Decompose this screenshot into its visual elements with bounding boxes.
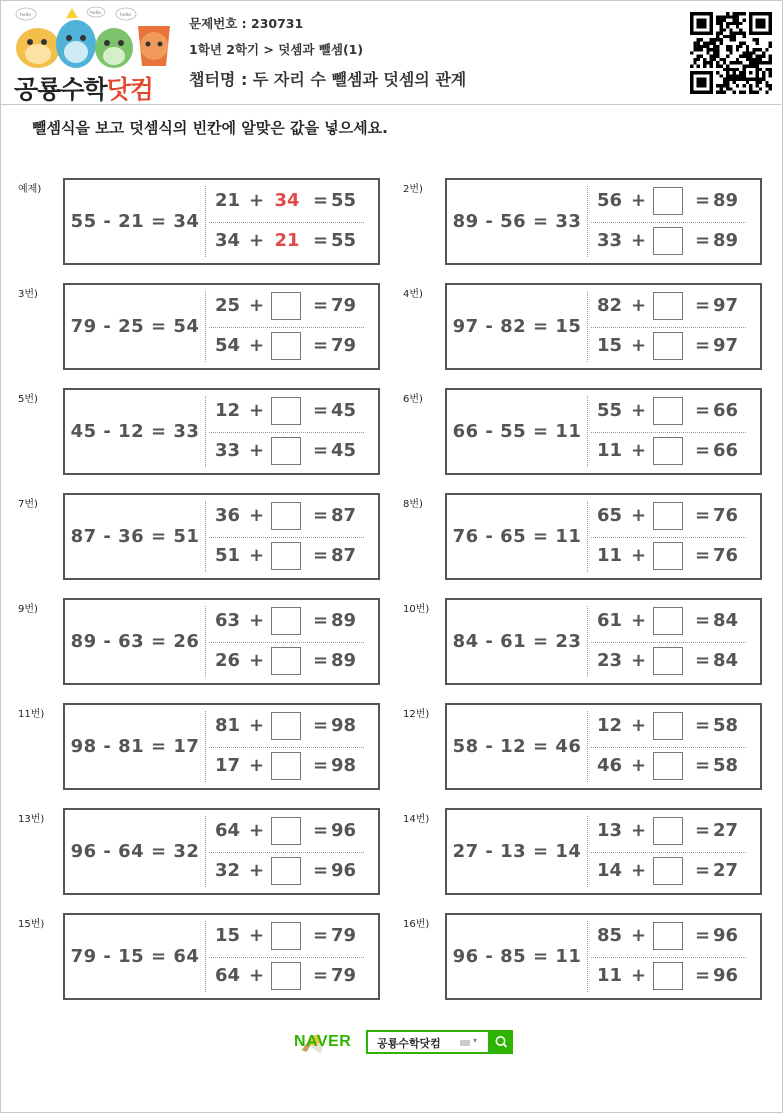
sum: 79 (331, 295, 357, 316)
plus-sign: + (249, 820, 265, 841)
search-button[interactable] (490, 1030, 513, 1054)
horizontal-divider (209, 957, 364, 958)
horizontal-divider (591, 957, 746, 958)
addend: 17 (215, 755, 241, 776)
subtraction-equation: 58 - 12 = 46 (452, 736, 582, 757)
plus-sign: + (249, 335, 265, 356)
problem-label: 12번) (403, 709, 430, 720)
vertical-divider (205, 501, 206, 572)
vertical-divider (205, 186, 206, 257)
plus-sign: + (631, 400, 647, 421)
equals-sign: = (313, 190, 329, 211)
addend: 85 (597, 925, 623, 946)
equals-sign: = (695, 755, 711, 776)
equals-sign: = (313, 755, 329, 776)
addend: 12 (597, 715, 623, 736)
plus-sign: + (249, 400, 265, 421)
sum: 55 (331, 190, 357, 211)
vertical-divider (205, 291, 206, 362)
vertical-divider (205, 921, 206, 992)
answer-blank-input[interactable] (653, 752, 683, 780)
problem-card (445, 493, 762, 580)
plus-sign: + (631, 715, 647, 736)
equals-sign: = (695, 440, 711, 461)
horizontal-divider (591, 222, 746, 223)
naver-wordmark: NAVER (294, 1033, 352, 1050)
equals-sign: = (695, 715, 711, 736)
addend: 32 (215, 860, 241, 881)
vertical-divider (587, 396, 588, 467)
sum: 97 (713, 295, 739, 316)
sum: 45 (331, 400, 357, 421)
plus-sign: + (249, 440, 265, 461)
sum: 97 (713, 335, 739, 356)
vertical-divider (205, 816, 206, 887)
plus-sign: + (631, 650, 647, 671)
addend: 55 (597, 400, 623, 421)
brand-name (14, 70, 153, 106)
equals-sign: = (313, 820, 329, 841)
sum: 76 (713, 505, 739, 526)
subtraction-equation: 96 - 85 = 11 (452, 946, 582, 967)
equals-sign: = (695, 335, 711, 356)
plus-sign: + (631, 965, 647, 986)
sum: 96 (713, 925, 739, 946)
sum: 45 (331, 440, 357, 461)
horizontal-divider (209, 852, 364, 853)
vertical-divider (587, 291, 588, 362)
equals-sign: = (695, 860, 711, 881)
problem-label: 11번) (18, 709, 45, 720)
answer-blank-input[interactable] (271, 962, 301, 990)
sum: 79 (331, 925, 357, 946)
subtraction-equation: 97 - 82 = 15 (452, 316, 582, 337)
problem-card (63, 598, 380, 685)
equals-sign: = (313, 295, 329, 316)
problem-card (63, 808, 380, 895)
answer-blank-input[interactable] (653, 292, 683, 320)
answer-blank-input[interactable] (271, 817, 301, 845)
answer-blank-input[interactable] (653, 502, 683, 530)
addend: 36 (215, 505, 241, 526)
vertical-divider (205, 711, 206, 782)
plus-sign: + (631, 545, 647, 566)
equals-sign: = (313, 335, 329, 356)
problem-label: 예제) (18, 184, 42, 195)
problem-label: 4번) (403, 289, 423, 300)
addend: 82 (597, 295, 623, 316)
chevron-down-icon[interactable]: ▾ (473, 1036, 478, 1045)
answer-blank-input[interactable] (271, 437, 301, 465)
bubble-text: hello (120, 13, 131, 18)
equals-sign: = (313, 400, 329, 421)
problem-label: 13번) (18, 814, 45, 825)
vertical-divider (205, 606, 206, 677)
addend: 64 (215, 820, 241, 841)
subtraction-equation: 45 - 12 = 33 (70, 421, 200, 442)
brand-name-main: 공룡수학 (14, 75, 107, 104)
subtraction-equation: 84 - 61 = 23 (452, 631, 582, 652)
plus-sign: + (249, 755, 265, 776)
addend: 12 (215, 400, 241, 421)
answer-value: 21 (274, 230, 300, 251)
equals-sign: = (695, 650, 711, 671)
plus-sign: + (631, 820, 647, 841)
subtraction-equation: 79 - 15 = 64 (70, 946, 200, 967)
sum: 27 (713, 820, 739, 841)
vertical-divider (587, 921, 588, 992)
plus-sign: + (631, 295, 647, 316)
answer-blank-input[interactable] (271, 332, 301, 360)
logo (10, 6, 175, 104)
answer-blank-input[interactable] (653, 332, 683, 360)
answer-blank-input[interactable] (653, 607, 683, 635)
sum: 98 (331, 715, 357, 736)
answer-blank-input[interactable] (653, 922, 683, 950)
sum: 76 (713, 545, 739, 566)
plus-sign: + (631, 230, 647, 251)
plus-sign: + (249, 860, 265, 881)
horizontal-divider (209, 537, 364, 538)
answer-blank-input[interactable] (271, 502, 301, 530)
addend: 26 (215, 650, 241, 671)
plus-sign: + (249, 650, 265, 671)
answer-blank-input[interactable] (271, 292, 301, 320)
plus-sign: + (249, 965, 265, 986)
answer-blank-input[interactable] (653, 542, 683, 570)
sum: 66 (713, 400, 739, 421)
problem-card (63, 283, 380, 370)
addend: 34 (215, 230, 241, 251)
subtraction-equation: 79 - 25 = 54 (70, 316, 200, 337)
plus-sign: + (249, 505, 265, 526)
answer-blank-input[interactable] (653, 712, 683, 740)
horizontal-divider (591, 327, 746, 328)
vertical-divider (587, 606, 588, 677)
addend: 65 (597, 505, 623, 526)
plus-sign: + (631, 755, 647, 776)
problem-card (445, 388, 762, 475)
plus-sign: + (631, 925, 647, 946)
vertical-divider (205, 396, 206, 467)
sum: 66 (713, 440, 739, 461)
answer-blank-input[interactable] (653, 857, 683, 885)
equals-sign: = (313, 650, 329, 671)
chapter-title: 챕터명 : 두 자리 수 뺄셈과 덧셈의 관계 (189, 70, 467, 89)
horizontal-divider (209, 222, 364, 223)
sum: 89 (331, 610, 357, 631)
problem-label: 5번) (18, 394, 38, 405)
sum: 96 (331, 860, 357, 881)
problem-card (445, 703, 762, 790)
dinosaur-mascots-image (10, 6, 175, 72)
sum: 58 (713, 755, 739, 776)
answer-blank-input[interactable] (271, 712, 301, 740)
search-input[interactable] (366, 1030, 490, 1054)
bubble-text: hello (90, 11, 101, 16)
addend: 15 (215, 925, 241, 946)
addend: 15 (597, 335, 623, 356)
problem-label: 8번) (403, 499, 423, 510)
sum: 79 (331, 965, 357, 986)
horizontal-divider (591, 642, 746, 643)
sum: 84 (713, 610, 739, 631)
subtraction-equation: 87 - 36 = 51 (70, 526, 200, 547)
equals-sign: = (695, 820, 711, 841)
vertical-divider (587, 816, 588, 887)
problem-label: 2번) (403, 184, 423, 195)
plus-sign: + (631, 190, 647, 211)
problem-card (445, 178, 762, 265)
problem-label: 3번) (18, 289, 38, 300)
equals-sign: = (695, 925, 711, 946)
plus-sign: + (249, 545, 265, 566)
equals-sign: = (695, 190, 711, 211)
addend: 54 (215, 335, 241, 356)
search-icon (490, 1030, 513, 1054)
problem-label: 7번) (18, 499, 38, 510)
answer-blank-input[interactable] (271, 922, 301, 950)
answer-blank-input[interactable] (653, 817, 683, 845)
sum: 89 (713, 230, 739, 251)
problem-card (445, 283, 762, 370)
plus-sign: + (631, 505, 647, 526)
sum: 58 (713, 715, 739, 736)
answer-blank-input[interactable] (653, 187, 683, 215)
sum: 96 (331, 820, 357, 841)
plus-sign: + (249, 715, 265, 736)
equals-sign: = (313, 965, 329, 986)
equals-sign: = (695, 610, 711, 631)
answer-blank-input[interactable] (653, 962, 683, 990)
sum: 87 (331, 545, 357, 566)
problem-card (445, 913, 762, 1000)
addend: 64 (215, 965, 241, 986)
problem-label: 9번) (18, 604, 38, 615)
horizontal-divider (209, 327, 364, 328)
plus-sign: + (249, 925, 265, 946)
equals-sign: = (313, 860, 329, 881)
addend: 33 (215, 440, 241, 461)
addend: 23 (597, 650, 623, 671)
horizontal-divider (591, 537, 746, 538)
horizontal-divider (591, 747, 746, 748)
equals-sign: = (695, 545, 711, 566)
problem-card (63, 493, 380, 580)
qr-code-image[interactable] (690, 12, 772, 94)
plus-sign: + (631, 860, 647, 881)
sum: 98 (331, 755, 357, 776)
sum: 84 (713, 650, 739, 671)
bubble-text: hello (20, 13, 31, 18)
addend: 11 (597, 965, 623, 986)
problem-number: 문제번호 : 230731 (189, 16, 304, 31)
answer-blank-input[interactable] (271, 647, 301, 675)
answer-blank-input[interactable] (653, 647, 683, 675)
search-input-value: 공룡수학닷컴 (377, 1037, 441, 1050)
answer-blank-input[interactable] (653, 227, 683, 255)
sum: 89 (713, 190, 739, 211)
plus-sign: + (249, 190, 265, 211)
vertical-divider (587, 186, 588, 257)
problem-label: 6번) (403, 394, 423, 405)
instruction-text: 뺄셈식을 보고 덧셈식의 빈칸에 알맞은 값을 넣으세요. (32, 119, 388, 137)
addend: 33 (597, 230, 623, 251)
subtraction-equation: 76 - 65 = 11 (452, 526, 582, 547)
answer-blank-input[interactable] (653, 437, 683, 465)
equals-sign: = (695, 965, 711, 986)
equals-sign: = (313, 545, 329, 566)
subtraction-equation: 89 - 56 = 33 (452, 211, 582, 232)
horizontal-divider (209, 432, 364, 433)
problem-label: 10번) (403, 604, 430, 615)
addend: 14 (597, 860, 623, 881)
plus-sign: + (631, 335, 647, 356)
equals-sign: = (313, 230, 329, 251)
addend: 56 (597, 190, 623, 211)
sum: 96 (713, 965, 739, 986)
horizontal-divider (591, 852, 746, 853)
answer-value: 34 (274, 190, 300, 211)
answer-blank-input[interactable] (271, 542, 301, 570)
subtraction-equation: 55 - 21 = 34 (70, 211, 200, 232)
problem-card (445, 598, 762, 685)
equals-sign: = (313, 440, 329, 461)
brand-name-accent: 닷컴 (106, 75, 153, 104)
problem-card (63, 388, 380, 475)
sum: 87 (331, 505, 357, 526)
problem-card (63, 913, 380, 1000)
equals-sign: = (695, 295, 711, 316)
answer-blank-input[interactable] (271, 857, 301, 885)
addend: 11 (597, 440, 623, 461)
equals-sign: = (695, 230, 711, 251)
problem-label: 15번) (18, 919, 45, 930)
equals-sign: = (313, 610, 329, 631)
addend: 46 (597, 755, 623, 776)
problem-card (445, 808, 762, 895)
addend: 21 (215, 190, 241, 211)
sum: 55 (331, 230, 357, 251)
answer-blank-input[interactable] (271, 752, 301, 780)
subtraction-equation: 66 - 55 = 11 (452, 421, 582, 442)
sum: 89 (331, 650, 357, 671)
answer-blank-input[interactable] (271, 607, 301, 635)
problem-card (63, 703, 380, 790)
problem-label: 14번) (403, 814, 430, 825)
problem-label: 16번) (403, 919, 430, 930)
plus-sign: + (631, 610, 647, 631)
addend: 25 (215, 295, 241, 316)
horizontal-divider (591, 432, 746, 433)
plus-sign: + (249, 610, 265, 631)
subtraction-equation: 96 - 64 = 32 (70, 841, 200, 862)
horizontal-divider (209, 642, 364, 643)
equals-sign: = (313, 925, 329, 946)
addend: 11 (597, 545, 623, 566)
equals-sign: = (695, 400, 711, 421)
sum: 79 (331, 335, 357, 356)
sum: 27 (713, 860, 739, 881)
problem-card (63, 178, 380, 265)
addend: 13 (597, 820, 623, 841)
subtraction-equation: 98 - 81 = 17 (70, 736, 200, 757)
addend: 61 (597, 610, 623, 631)
horizontal-divider (209, 747, 364, 748)
keyboard-icon[interactable] (460, 1040, 470, 1046)
vertical-divider (587, 501, 588, 572)
equals-sign: = (313, 715, 329, 736)
course-breadcrumb: 1학년 2학기 > 덧셈과 뺄셈(1) (189, 42, 364, 57)
vertical-divider (587, 711, 588, 782)
addend: 81 (215, 715, 241, 736)
subtraction-equation: 89 - 63 = 26 (70, 631, 200, 652)
header-divider (0, 104, 781, 105)
plus-sign: + (249, 230, 265, 251)
plus-sign: + (631, 440, 647, 461)
equals-sign: = (695, 505, 711, 526)
plus-sign: + (249, 295, 265, 316)
answer-blank-input[interactable] (653, 397, 683, 425)
subtraction-equation: 27 - 13 = 14 (452, 841, 582, 862)
answer-blank-input[interactable] (271, 397, 301, 425)
addend: 63 (215, 610, 241, 631)
addend: 51 (215, 545, 241, 566)
equals-sign: = (313, 505, 329, 526)
